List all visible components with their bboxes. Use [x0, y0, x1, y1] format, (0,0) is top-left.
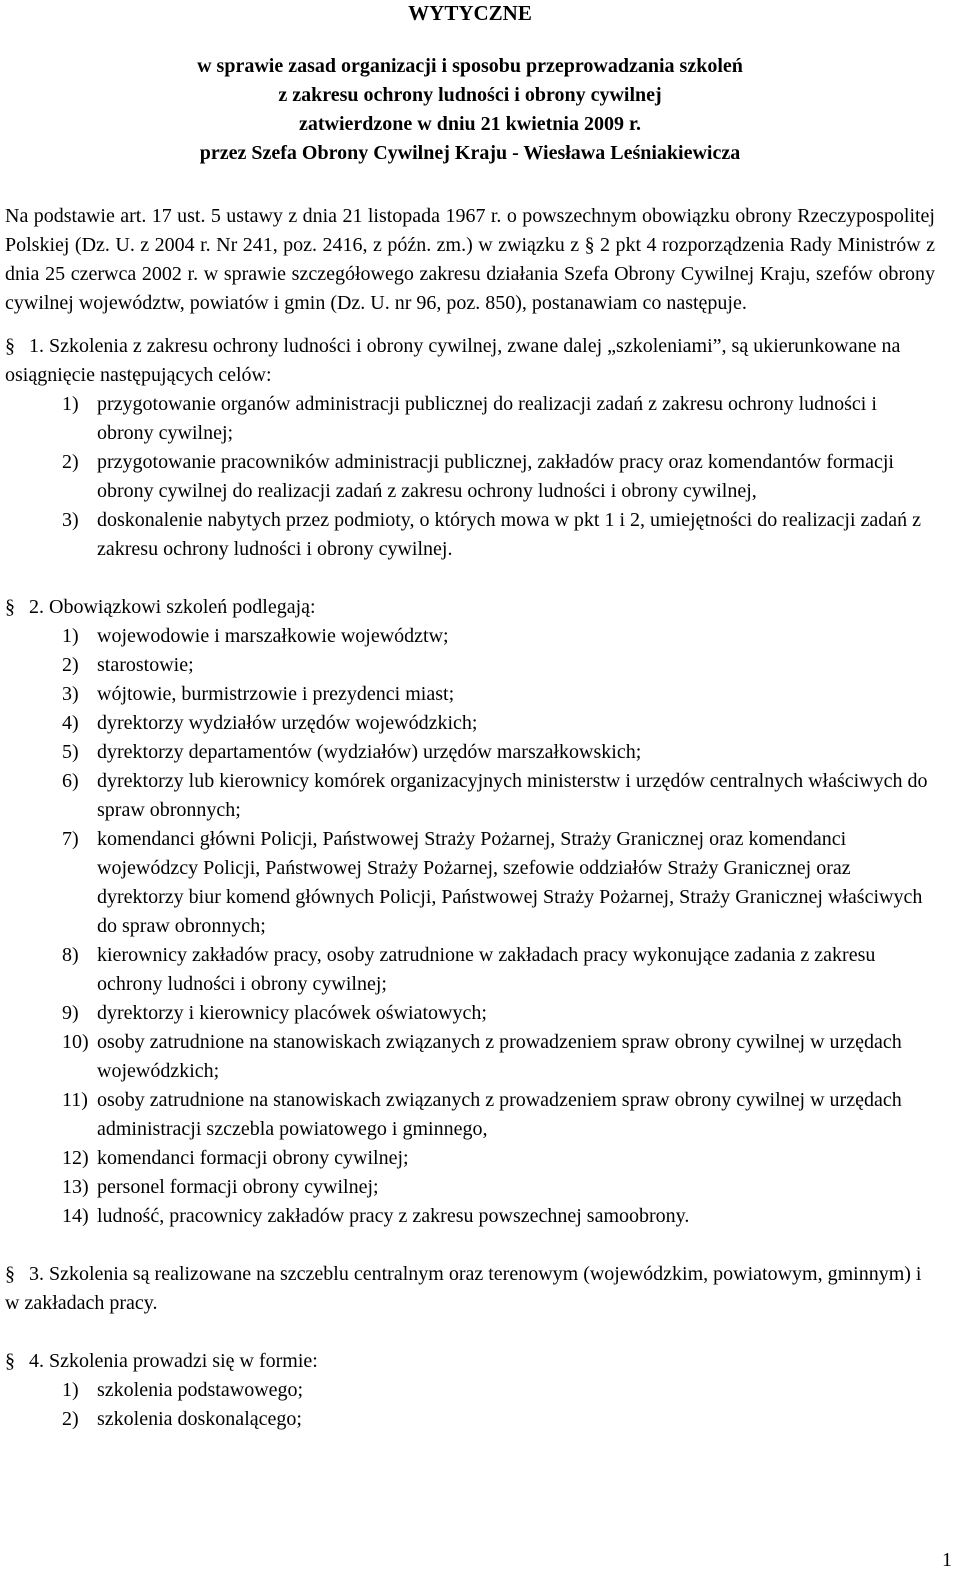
- list-item: [5, 709, 935, 738]
- list-item-text: starostowie;: [97, 654, 194, 676]
- section-item-list: [5, 622, 935, 1231]
- preamble-paragraph: Na podstawie art. 17 ust. 5 ustawy z dnia 21 listopada 1967 r. o powszechnym obowiązku obrony Rzeczypospolitej Polskiej (Dz. U. z 2004 r. Nr 241, poz. 2416, z późn. zm.) w związku z § 2 pkt 4 rozporządzenia Rady Ministrów z dnia 25 czerwca 2002 r. w sprawie szczegółowego zakresu działania Szefa Obrony Cywilnej Kraju, szefów obrony cywilnej województw, powiatów i gmin (Dz. U. nr 96, poz. 850), postanawiam co następuje.: [5, 205, 935, 314]
- list-item-number: 7): [62, 828, 79, 850]
- list-item-text: przygotowanie organów administracji publicznej do realizacji zadań z zakresu ochrony ludności i obrony cywilnej;: [97, 393, 877, 444]
- list-item-number: 11): [62, 1089, 88, 1111]
- section-sign: §: [5, 1350, 15, 1372]
- list-item-text: ludność, pracownicy zakładów pracy z zakresu powszechnej samoobrony.: [97, 1205, 690, 1227]
- section-intro: [5, 1347, 935, 1376]
- list-item: [5, 651, 935, 680]
- section-intro-text: 1. Szkolenia z zakresu ochrony ludności i obrony cywilnej, zwane dalej „szkoleniami”, są ukierunkowane na osiągnięcie następujących celów:: [5, 335, 901, 386]
- list-item: [5, 1405, 935, 1434]
- list-item-text: szkolenia podstawowego;: [97, 1379, 304, 1401]
- subtitle-line: z zakresu ochrony ludności i obrony cywilnej: [278, 84, 662, 106]
- list-item-text: osoby zatrudnione na stanowiskach związanych z prowadzeniem spraw obrony cywilnej w urzędach wojewódzkich;: [97, 1031, 902, 1082]
- list-item-text: dyrektorzy i kierownicy placówek oświatowych;: [97, 1002, 487, 1024]
- list-item-number: 1): [62, 393, 79, 415]
- list-item-text: szkolenia doskonalącego;: [97, 1408, 302, 1430]
- list-item: [5, 1376, 935, 1405]
- list-item-number: 14): [62, 1205, 89, 1227]
- list-item: [5, 1173, 935, 1202]
- sections-container: [5, 332, 935, 1434]
- section-4: [5, 1347, 935, 1434]
- section-intro-text: 4. Szkolenia prowadzi się w formie:: [29, 1350, 318, 1372]
- page-number: 1: [942, 1549, 952, 1571]
- list-item: [5, 825, 935, 941]
- list-item: [5, 1202, 935, 1231]
- section-intro: [5, 1260, 935, 1318]
- list-item: [5, 622, 935, 651]
- list-item-number: 1): [62, 625, 79, 647]
- section-sign: §: [5, 335, 15, 357]
- list-item: [5, 1028, 935, 1086]
- list-item: [5, 448, 935, 506]
- section-2: [5, 593, 935, 1231]
- section-intro-text: 3. Szkolenia są realizowane na szczeblu centralnym oraz terenowym (wojewódzkim, powiatowym, gminnym) i w zakładach pracy.: [5, 1263, 922, 1314]
- list-item-text: dyrektorzy departamentów (wydziałów) urzędów marszałkowskich;: [97, 741, 642, 763]
- document-subtitle: [5, 52, 935, 168]
- section-sign: §: [5, 596, 15, 618]
- list-item-text: kierownicy zakładów pracy, osoby zatrudnione w zakładach pracy wykonujące zadania z zakresu ochrony ludności i obrony cywilnej;: [97, 944, 876, 995]
- list-item: [5, 680, 935, 709]
- section-intro-text: 2. Obowiązkowi szkoleń podlegają:: [29, 596, 316, 618]
- list-item-number: 2): [62, 1408, 79, 1430]
- list-item-number: 5): [62, 741, 79, 763]
- list-item: [5, 999, 935, 1028]
- section-intro: [5, 332, 935, 390]
- section-1: [5, 332, 935, 564]
- list-item-text: wojewodowie i marszałkowie województw;: [97, 625, 449, 647]
- subtitle-line: w sprawie zasad organizacji i sposobu przeprowadzania szkoleń: [197, 55, 743, 77]
- list-item-text: komendanci formacji obrony cywilnej;: [97, 1147, 409, 1169]
- list-item-text: dyrektorzy wydziałów urzędów wojewódzkich;: [97, 712, 478, 734]
- document-title: WYTYCZNE: [408, 1, 532, 25]
- list-item-number: 10): [62, 1031, 89, 1053]
- list-item-text: dyrektorzy lub kierownicy komórek organizacyjnych ministerstw i urzędów centralnych właściwych do spraw obronnych;: [97, 770, 928, 821]
- document-page: [5, 0, 935, 1434]
- section-item-list: [5, 390, 935, 564]
- list-item-number: 12): [62, 1147, 89, 1169]
- subtitle-line: przez Szefa Obrony Cywilnej Kraju - Wiesława Leśniakiewicza: [199, 142, 741, 164]
- list-item: [5, 767, 935, 825]
- subtitle-line: zatwierdzone w dniu 21 kwietnia 2009 r.: [298, 113, 642, 135]
- list-item-text: osoby zatrudnione na stanowiskach związanych z prowadzeniem spraw obrony cywilnej w urzędach administracji szczebla powiatowego i gminnego,: [97, 1089, 902, 1140]
- list-item: [5, 941, 935, 999]
- list-item-number: 9): [62, 1002, 79, 1024]
- section-sign: §: [5, 1263, 15, 1285]
- list-item-text: doskonalenie nabytych przez podmioty, o których mowa w pkt 1 i 2, umiejętności do realizacji zadań z zakresu ochrony ludności i obrony cywilnej.: [97, 509, 922, 560]
- list-item-text: przygotowanie pracowników administracji publicznej, zakładów pracy oraz komendantów formacji obrony cywilnej do realizacji zadań z zakresu ochrony ludności i obrony cywilnej,: [97, 451, 894, 502]
- list-item-number: 13): [62, 1176, 89, 1198]
- list-item: [5, 1086, 935, 1144]
- section-3: [5, 1260, 935, 1318]
- list-item: [5, 506, 935, 564]
- list-item: [5, 738, 935, 767]
- section-item-list: [5, 1376, 935, 1434]
- list-item-number: 2): [62, 451, 79, 473]
- list-item-number: 3): [62, 509, 79, 531]
- list-item-text: personel formacji obrony cywilnej;: [97, 1176, 379, 1198]
- list-item: [5, 390, 935, 448]
- list-item-text: wójtowie, burmistrzowie i prezydenci miast;: [97, 683, 455, 705]
- list-item-number: 6): [62, 770, 79, 792]
- section-intro: [5, 593, 935, 622]
- list-item-number: 4): [62, 712, 79, 734]
- list-item: [5, 1144, 935, 1173]
- list-item-number: 3): [62, 683, 79, 705]
- list-item-number: 1): [62, 1379, 79, 1401]
- list-item-text: komendanci główni Policji, Państwowej Straży Pożarnej, Straży Granicznej oraz komendanci wojewódzcy Policji, Państwowej Straży Pożarnej, szefowie oddziałów Straży Granicznej oraz dyrektorzy biur komend głównych Policji, Państwowej Straży Pożarnej, Straży Granicznej właściwych do spraw obronnych;: [97, 828, 923, 937]
- list-item-number: 8): [62, 944, 79, 966]
- list-item-number: 2): [62, 654, 79, 676]
